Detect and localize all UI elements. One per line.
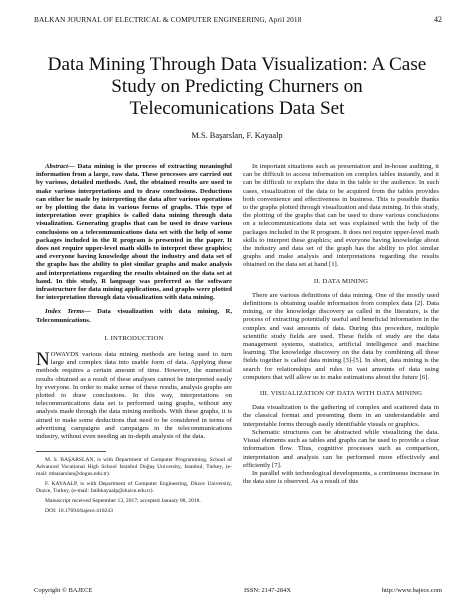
index-terms-lead: Index Terms [45,308,85,316]
visualization-paragraph-1: Data visualization is the gathering of complex and scattered data in the classical format and presenting them in an understandable and interpretable forms through easily identifiable visuals or graphics. [243,404,439,428]
right-intro-paragraph: In important situations such as presentation and in-house auditing, it can be difficult to access information on complex tables instantly, and it can be difficult to explain the data in the table to the audience. In such cases, visualization of the data to be acquired from the tables provides both convenience and effectiveness in business. This is possible thanks to the graphs plotted through visualization and data mining. In this study, the plotting of the graphs that can be used to draw various conclusions on a telecommunications data set was explained with the help of the packages included in the R program. It does not require upper-level math skills to interpret these graphics; and everyone having knowledge about the industry and data set of the graph has the ability to plot similar graphs and make analysis and interpretations regarding the results obtained on the data set at hand [1]. [243,163,439,269]
footnote-doi: DOI: 10.17694/bajece.410243 [45,508,113,515]
abstract [36,163,232,302]
index-terms [36,308,232,324]
footnote-author-2: F. KAYAALP, is with Department of Computer Engineering, Düzce University, Duzce, Turkey, (e-mail: fatihkayaalp@duzce.edu.tr). [36,481,232,495]
visualization-paragraph-2: Schematic structures can be abstracted while visualizing the data. Visual elements such as tables and graphs can be used to provide a clear information flow. Thus, cognitive processes such as comparison, interpretation and analysis can be performed more effectively and efficiently [7]. [243,428,439,469]
index-terms-text: — Data visualization with data mining, R, Telecomunications. [36,308,232,324]
visualization-paragraph-3: In parallel with technological developments, a continuous increase in the data size is observed. As a result of this [243,469,439,486]
footer-copyright: Copyright © BAJECE [34,587,93,594]
introduction-paragraph [36,351,232,441]
introduction-text: OWAYDS various data mining methods are being used to turn large and complex data into usable form of data. Applying these methods requires a certain amount of time. However, the numerical results obtained as a result of these analyses cannot be interpreted easily by everyone. In order to make sense of these results, analysis graphs are plotted to draw conclusions. In this way, interpretations on telecommunications data set is performed using graphs, without any analysis made through the data mining methods. With these graphs, it is aimed to make some deductions that need to be considered in terms of advertising campaigns and campaigns in the telecommunications industry, without even needing an in-depth analysis of the data. [36,351,232,441]
footer-issn: ISSN: 2147-284X [244,587,292,594]
abstract-lead: Abstract [45,163,69,170]
page-number: 42 [434,15,442,24]
section-heading-data-mining: II. DATA MINING [313,277,369,285]
paper-title: Data Mining Through Data Visualization: A Case Study on Predicting Churners on Telecomunications Data Set [47,54,427,119]
abstract-text: — Data mining is the process of extracting meaningful information from a large, raw data. These processes are carried out by various, detailed methods. And, the obtained results are used to make various interpretations and to draw conclusions. Deductions can either be made by interpreting the data after various operations or by plotting the data in various forms of graphs. This type of interpretation over graphics is called data mining through data visualization. Generating graphs that can be used to draw various conclusions on a telecommunications data set with the help of some packages included in the R program is presented in the paper. It does not require upper-level math skills to interpret these graphics; and everyone having knowledge about the industry and data set of the graphs has the ability to plot similar graphs and make analysis and interpretations regarding the results obtained on the data set at hand. In this study, R language was preferred as the software infrastructure for data mining applications, and graphs were plotted for interpretation through data visualization with data mining. [36,163,232,302]
footer-url-link[interactable]: http://www.bajece.com [381,587,442,594]
drop-cap: N [36,349,50,371]
data-mining-paragraph: There are various definitions of data mining. One of the mostly used definitions is obtaining usable information from complex data [2]. Data mining, or the knowledge discovery as called in the literature, is the process of extracting potentially useful and beneficial information in the complex and vast amounts of data. During this procedure, multiple scientific study fields are used. These fields of study are the data management systems, statistics, artificial intelligence and machine learning. The knowledge discovery on the data by combining all these fields together is called data mining [3]-[5]. In short, data mining is the search for relationships and rules in vast amounts of data using computers that will allow us to make estimations about the future [6]. [243,291,439,381]
left-column [36,163,232,518]
right-column [243,163,439,486]
paper-authors: M.S. Başarslan, F. Kayaalp [191,131,283,140]
footnote-author-1: M. S. BAŞARSLAN, is with Department of Computer Programming, School of Advanced Vocational High School Istanbul Doğuş University, Istanbul, Turkey, (e-mail: mbasarslan@dogus.edu.tr). [36,457,232,478]
journal-running-head: BALKAN JOURNAL OF ELECTRICAL & COMPUTER ENGINEERING, April 2018 [34,15,302,24]
footnote-divider [36,451,106,452]
section-heading-introduction: I. INTRODUCTION [104,334,164,342]
section-heading-visualization: III. VISUALIZATION OF DATA WITH DATA MINING [259,390,423,398]
footnote-manuscript-dates: Manuscript received September 13, 2017; accepted January 08, 2018. [45,498,201,505]
